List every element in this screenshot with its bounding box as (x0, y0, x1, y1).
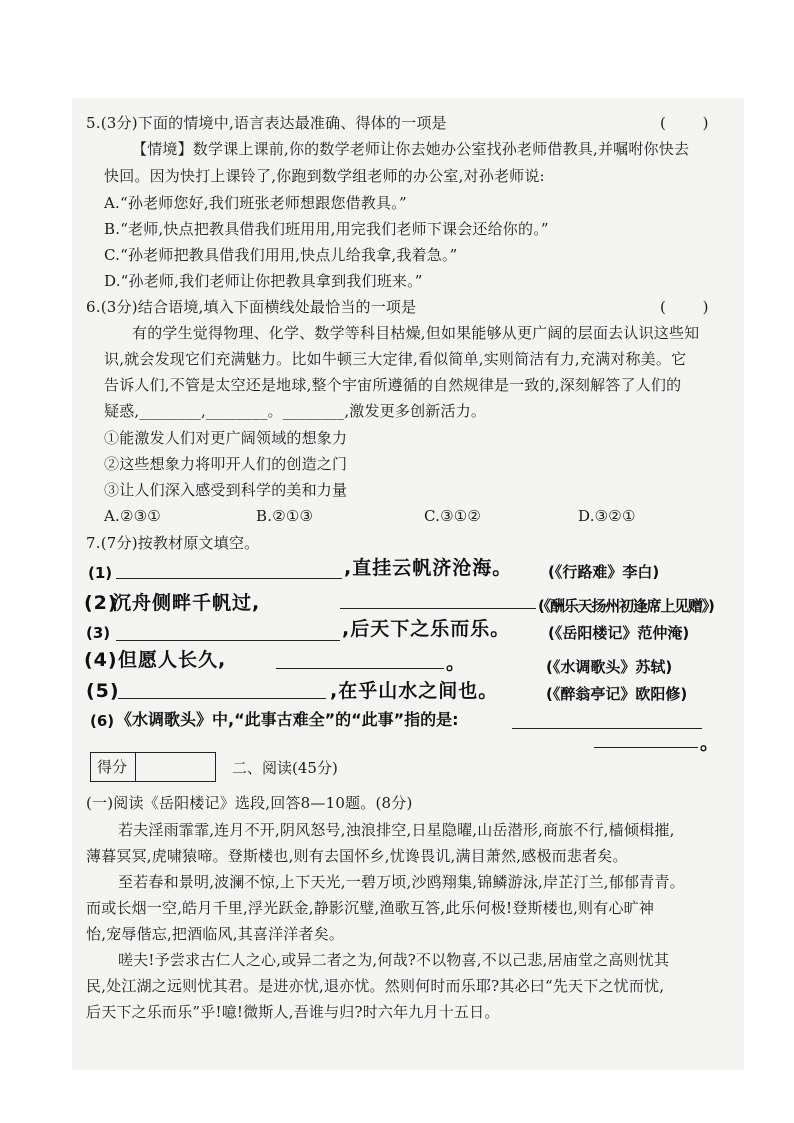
q6-passage-line1: 有的学生觉得物理、化学、数学等科目枯燥,但如果能够从更广阔的层面去认识这些知 (132, 324, 700, 342)
q6-choice-d: D.③②① (578, 507, 636, 525)
q6-stem: 6.(3分)结合语境,填入下面横线处最恰当的一项是 (86, 298, 417, 316)
q7-row6-blank-1 (512, 728, 702, 729)
q7-row2-number: (2) (84, 592, 118, 614)
q6-choice-a: A.②③① (104, 507, 161, 525)
q7-row5-number: (5) (86, 680, 120, 702)
reading1-para2-line3: 怡,宠辱偕忘,把酒临风,其喜洋洋者矣。 (86, 925, 345, 943)
score-box (90, 752, 216, 782)
q7-row1-answer: ,直挂云帆济沧海。 (344, 557, 513, 579)
section2-title: 二、阅读(45分) (232, 759, 338, 777)
score-label: 得分 (97, 758, 128, 776)
q7-row4-source: (《水调歌头》苏轼) (546, 658, 673, 676)
q5-option-d: D.“孙老师,我们老师让你把教具拿到我们班来。” (104, 272, 423, 290)
q7-row5-blank (118, 698, 326, 699)
q5-option-c: C.“孙老师把教具借我们用用,快点儿给我拿,我着急。” (104, 246, 458, 264)
q7-row3-number: (3) (86, 624, 111, 642)
q7-row6-question: 《水调歌头》中,“此事古难全”的“此事”指的是: (116, 710, 459, 729)
q6-choice-b: B.②①③ (256, 507, 314, 525)
q6-choice-c: C.③①② (424, 507, 482, 525)
q7-row1-source: (《行路难》李白) (548, 563, 660, 581)
q6-answer-paren: ( ) (660, 298, 725, 316)
q5-option-b: B.“老师,快点把教具借我们班用用,用完我们老师下课会还给你的。” (104, 220, 549, 238)
reading1-para1-line1: 若夫淫雨霏霏,连月不开,阴风怒号,浊浪排空,日星隐曜,山岳潜形,商旅不行,樯倾楫摧, (118, 821, 675, 839)
reading1-para2-line2: 而或长烟一空,皓月千里,浮光跃金,静影沉璧,渔歌互答,此乐何极!登斯楼也,则有心旷神 (86, 899, 655, 917)
reading1-para1-line2: 薄暮冥冥,虎啸猿啼。登斯楼也,则有去国怀乡,忧谗畏讥,满目萧然,感极而悲者矣。 (86, 847, 628, 865)
score-box-divider (135, 753, 136, 781)
reading1-para3-line1: 嗟夫!予尝求古仁人之心,或异二者之为,何哉?不以物喜,不以己悲,居庙堂之高则忧其 (118, 951, 670, 969)
q6-item-1: ①能激发人们对更广阔领域的想象力 (104, 429, 348, 447)
q7-row3-blank (116, 640, 340, 641)
q7-row4-answer: 但愿人长久, (118, 649, 227, 671)
q7-row2-answer: 沉舟侧畔千帆过, (112, 592, 261, 614)
q5-option-a: A.“孙老师您好,我们班张老师想跟您借教具。” (104, 194, 407, 212)
q7-row5-source: (《醉翁亭记》欧阳修) (546, 685, 688, 703)
q6-item-3: ③让人们深入感受到科学的美和力量 (104, 481, 348, 499)
q7-row1-number: (1) (88, 564, 113, 582)
q7-row6-blank-2 (594, 747, 698, 748)
q6-passage-line4: 疑惑,________,________。________,激发更多创新活力。 (104, 402, 487, 420)
reading1-para3-line2: 民,处江湖之远则忧其君。是进亦忧,退亦忧。然则何时而乐耶?其必曰“先天下之忧而忧, (86, 977, 665, 995)
q7-row1-blank (116, 578, 342, 579)
q6-passage-line2: 识,就会发现它们充满魅力。比如牛顿三大定律,看似简单,实则简洁有力,充满对称美。它 (104, 350, 687, 368)
q6-item-2: ②这些想象力将叩开人们的创造之门 (104, 455, 348, 473)
q7-row2-source: (《酬乐天扬州初逢席上见赠》) (538, 597, 714, 615)
q7-row5-answer: ,在乎山水之间也。 (330, 680, 499, 702)
q7-row6-number: (6) (90, 712, 115, 730)
q7-row4-number: (4) (84, 649, 118, 671)
q5-scene-line2: 快回。因为快打上课铃了,你跑到数学组老师的办公室,对孙老师说: (104, 167, 545, 185)
q5-answer-paren: ( ) (660, 114, 725, 132)
q7-row4-end: 。 (446, 652, 467, 674)
reading1-para2-line1: 至若春和景明,波澜不惊,上下天光,一碧万顷,沙鸥翔集,锦鳞游泳,岸芷汀兰,郁郁青青。 (118, 873, 685, 891)
q7-row4-blank (276, 668, 444, 669)
q7-stem: 7.(7分)按教材原文填空。 (86, 534, 260, 552)
q5-scene-line1: 【情境】数学课上课前,你的数学老师让你去她办公室找孙老师借教具,并嘱咐你快去 (132, 140, 690, 158)
reading1-para3-line3: 后天下之乐而乐”乎!噫!微斯人,吾谁与归?时六年九月十五日。 (86, 1003, 500, 1021)
q7-row2-blank (340, 608, 536, 609)
q6-passage-line3: 告诉人们,不管是太空还是地球,整个宇宙所遵循的自然规律是一致的,深刻解答了人们的 (104, 376, 682, 394)
q7-row6-end: 。 (700, 732, 721, 754)
q5-stem: 5.(3分)下面的情境中,语言表达最准确、得体的一项是 (86, 114, 447, 132)
reading1-heading: (一)阅读《岳阳楼记》选段,回答8—10题。(8分) (86, 794, 413, 812)
q7-row3-source: (《岳阳楼记》范仲淹) (548, 624, 690, 642)
q7-row3-answer: ,后天下之乐而乐。 (342, 618, 511, 640)
